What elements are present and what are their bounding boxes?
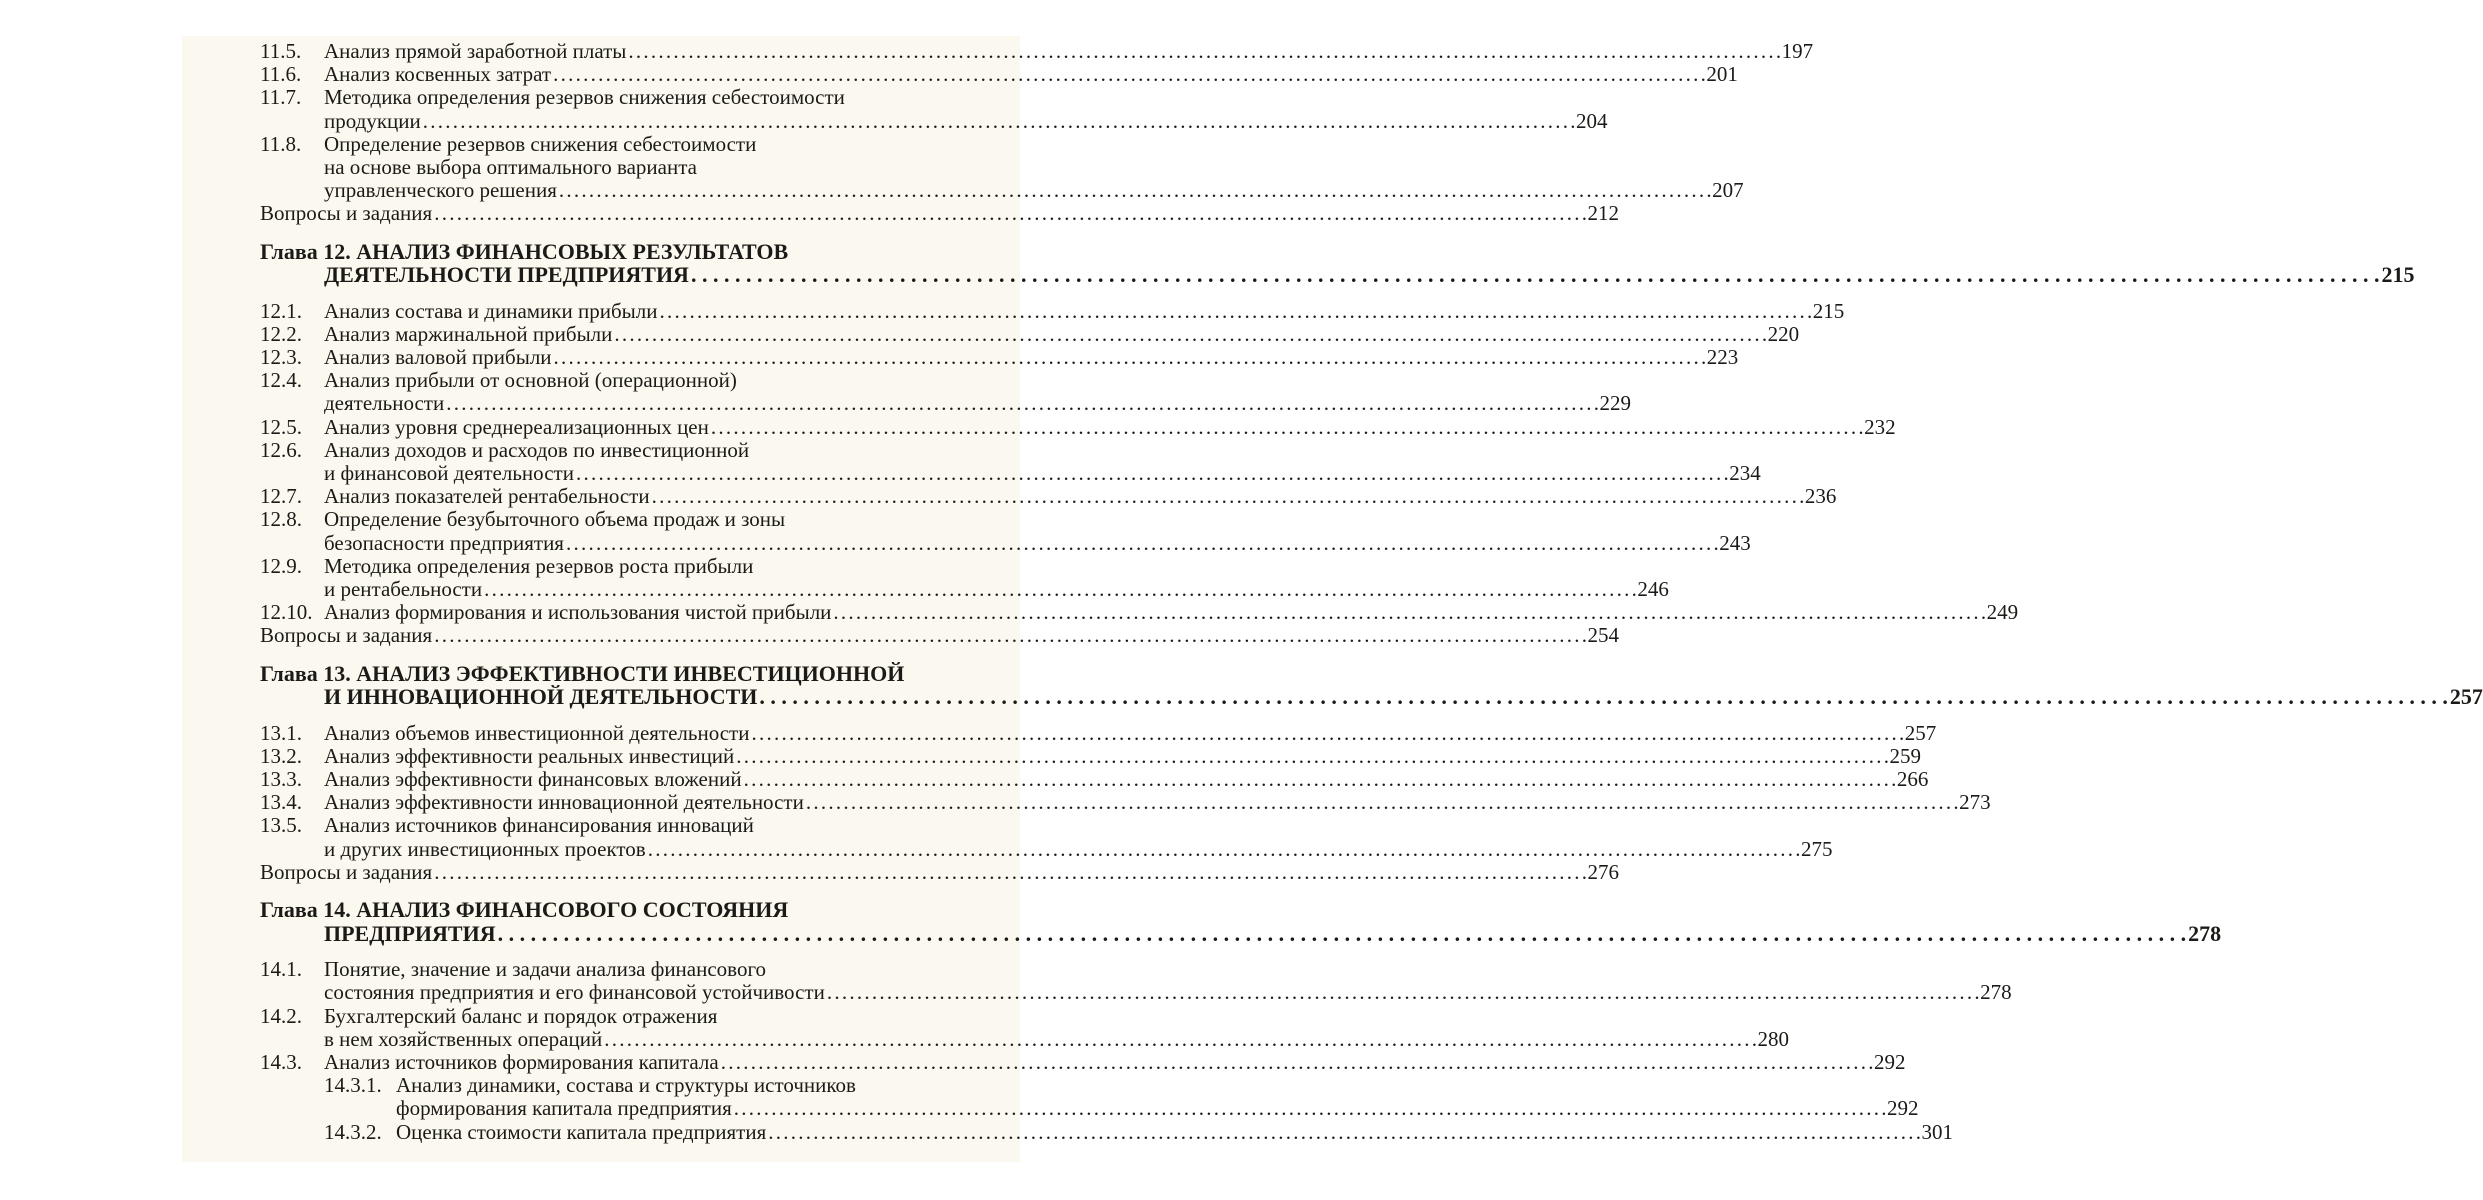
entry-body <box>324 414 1896 439</box>
toc-entry <box>260 414 1896 439</box>
entry-body <box>324 1003 1789 1051</box>
section-number: 13.4. <box>260 790 302 815</box>
entry-body <box>324 553 1669 602</box>
toc-entry <box>260 767 1929 792</box>
page-number: 249 <box>1986 600 2019 625</box>
page-number: 257 <box>2449 684 2483 710</box>
section-title: Анализ эффективности инновационной деятельности <box>324 790 804 815</box>
section-number: 12.2. <box>260 321 302 346</box>
section-number: 12.6. <box>260 437 302 462</box>
section-number: 12.10. <box>260 600 313 625</box>
toc-entry <box>260 368 1631 416</box>
section-title: Анализ маржинальной прибыли <box>324 321 613 346</box>
section-title: Анализ косвенных затрат <box>324 62 552 87</box>
section-title-line: Анализ доходов и расходов по инвестиционной <box>324 437 750 462</box>
leader-dots <box>711 416 1862 439</box>
page-number: 292 <box>1886 1096 1919 1121</box>
section-number: 12.4. <box>260 368 302 393</box>
leader-dots <box>423 110 1574 133</box>
section-title-line: Анализ прибыли от основной (операционной) <box>324 368 737 393</box>
entry-body <box>324 1049 1906 1074</box>
book-page <box>182 36 2483 1162</box>
leader-dots <box>498 922 2187 946</box>
section-number: 14.2. <box>260 1003 302 1028</box>
section-number: 14.3.1. <box>324 1073 382 1098</box>
toc-entry <box>260 1073 1919 1121</box>
entry-body <box>324 345 1739 370</box>
entry-body <box>324 957 2012 1005</box>
chapter-12-heading <box>260 238 2415 288</box>
leader-dots <box>559 179 1710 202</box>
chapter-prefix: Глава 14. <box>260 897 351 923</box>
leader-dots <box>614 323 1765 346</box>
section-title: и финансовой деятельности <box>324 461 574 486</box>
page-number: 259 <box>1889 743 1922 768</box>
page-number: 280 <box>1757 1026 1789 1051</box>
page-number: 273 <box>1959 790 1991 815</box>
section-title: и других инвестиционных проектов <box>324 836 646 861</box>
chapter-prefix: Глава 12. <box>260 238 351 264</box>
chapter-title-line2: ДЕЯТЕЛЬНОСТИ ПРЕДПРИЯТИЯ <box>324 262 689 288</box>
toc-group-chapter-13 <box>260 720 1991 861</box>
section-number: 11.8. <box>260 131 302 156</box>
toc-group-subsections-14-3 <box>260 1073 1953 1144</box>
section-title-line: Анализ источников финансирования инноваций <box>324 813 754 838</box>
page-number: 215 <box>1812 298 1845 323</box>
page-number: 234 <box>1729 461 1761 486</box>
toc-group-chapter-14 <box>260 957 2012 1074</box>
section-title: Анализ источников формирования капитала <box>324 1049 719 1074</box>
section-number: 12.1. <box>260 298 302 323</box>
section-number: 13.3. <box>260 767 302 792</box>
entry-body <box>324 368 1631 416</box>
toc-entry <box>260 85 1608 133</box>
entry-body <box>324 298 1845 323</box>
section-number: 13.5. <box>260 813 302 838</box>
entry-body <box>324 600 2019 625</box>
chapter-title-line2: И ИННОВАЦИОННОЙ ДЕЯТЕЛЬНОСТИ <box>324 684 758 710</box>
leader-dots <box>446 392 1597 415</box>
section-number: 14.3. <box>260 1049 302 1074</box>
section-number: 14.3.2. <box>324 1119 382 1144</box>
questions-entry <box>260 859 1619 884</box>
leader-dots <box>691 263 2380 287</box>
section-title: безопасности предприятия <box>324 530 564 555</box>
leader-dots <box>648 838 1799 861</box>
toc-entry <box>260 62 1738 87</box>
toc-entry <box>260 720 1937 745</box>
toc-entry <box>260 1003 1789 1051</box>
section-title: Анализ уровня среднереализационных цен <box>324 414 709 439</box>
section-title: Анализ валовой прибыли <box>324 345 552 370</box>
page-number: 212 <box>1587 201 1619 226</box>
questions-label: Вопросы и задания <box>260 201 433 226</box>
page-number: 243 <box>1719 530 1751 555</box>
toc-group-chapter-12 <box>260 298 2019 625</box>
entry-body <box>324 437 1761 486</box>
section-title: Анализ эффективности финансовых вложений <box>324 767 742 792</box>
section-title: и рентабельности <box>324 577 483 602</box>
leader-dots <box>604 1028 1755 1051</box>
toc-entry <box>260 553 1669 602</box>
leader-dots <box>628 40 1779 63</box>
section-title: продукции <box>324 108 421 133</box>
toc-entry <box>260 507 1751 555</box>
entry-body <box>324 790 1991 815</box>
toc-entry <box>260 790 1991 815</box>
leader-dots <box>833 601 1984 624</box>
leader-dots <box>434 624 1585 647</box>
leader-dots <box>734 1097 1885 1120</box>
toc-entry <box>260 345 1739 370</box>
entry-body <box>324 720 1937 745</box>
entry-body <box>324 85 1608 133</box>
page-number: 246 <box>1637 577 1669 602</box>
leader-dots <box>721 1051 1872 1074</box>
section-title: Анализ показателей рентабельности <box>324 484 650 509</box>
section-title-line: Анализ динамики, состава и структуры источников <box>396 1073 856 1098</box>
chapter-title-line1: АНАЛИЗ ФИНАНСОВЫХ РЕЗУЛЬТАТОВ <box>356 238 789 264</box>
entry-body <box>324 507 1751 555</box>
page-number: 207 <box>1712 178 1744 203</box>
section-number: 13.1. <box>260 720 302 745</box>
toc-entry <box>260 813 1833 861</box>
section-title: управленческого решения <box>324 178 557 203</box>
section-title-line: Бухгалтерский баланс и порядок отражения <box>324 1003 718 1028</box>
section-title: формирования капитала предприятия <box>396 1096 732 1121</box>
page-number: 229 <box>1599 391 1631 416</box>
entry-body <box>324 767 1929 792</box>
section-number: 12.9. <box>260 553 302 578</box>
section-number: 12.5. <box>260 414 302 439</box>
section-title: Анализ состава и динамики прибыли <box>324 298 658 323</box>
page-number: 232 <box>1864 414 1896 439</box>
page-number: 236 <box>1804 484 1837 509</box>
leader-dots <box>652 485 1803 508</box>
section-title: Оценка стоимости капитала предприятия <box>396 1119 767 1144</box>
entry-body <box>396 1073 1919 1121</box>
page-number: 275 <box>1800 836 1833 861</box>
entry-body <box>324 321 1800 346</box>
section-title: деятельности <box>324 391 445 416</box>
section-number: 12.7. <box>260 484 302 509</box>
leader-dots <box>759 685 2448 709</box>
section-title: состояния предприятия и его финансовой устойчивости <box>324 980 825 1005</box>
toc-entry <box>260 600 2019 625</box>
entry-body <box>324 62 1738 87</box>
page-number: 201 <box>1706 62 1738 87</box>
page-number: 197 <box>1781 39 1814 63</box>
leader-dots <box>736 745 1887 768</box>
leader-dots <box>806 791 1957 814</box>
questions-label: Вопросы и задания <box>260 623 433 648</box>
section-title: Анализ формирования и использования чистой прибыли <box>324 600 832 625</box>
leader-dots <box>827 981 1978 1004</box>
page-number: 215 <box>2381 262 2415 288</box>
section-title-line: Определение резервов снижения себестоимости <box>324 131 757 156</box>
entry-body <box>396 1119 1953 1144</box>
section-title-line: на основе выбора оптимального варианта <box>324 155 697 180</box>
page-number: 278 <box>2188 920 2222 946</box>
leader-dots <box>768 1121 1919 1144</box>
section-number: 12.3. <box>260 345 302 370</box>
page-number: 220 <box>1767 321 1800 346</box>
entry-body <box>324 813 1833 861</box>
page-number: 254 <box>1587 623 1619 648</box>
section-title: Анализ эффективности реальных инвестиций <box>324 743 735 768</box>
toc-entry <box>260 39 1814 63</box>
toc-entry <box>260 1049 1906 1074</box>
section-title-line: Методика определения резервов роста прибыли <box>324 553 754 578</box>
toc-group-chapter-11 <box>260 39 1814 203</box>
page-number: 266 <box>1896 767 1929 792</box>
toc-entry <box>260 298 1845 323</box>
toc-entry <box>260 957 2012 1005</box>
questions-entry <box>260 623 1619 648</box>
page-number: 204 <box>1576 108 1608 133</box>
section-title-line: Определение безубыточного объема продаж и зоны <box>324 507 786 532</box>
section-title: Анализ прямой заработной платы <box>324 39 627 63</box>
page-number: 257 <box>1904 720 1937 745</box>
leader-dots <box>576 462 1727 485</box>
questions-entry <box>260 201 1619 226</box>
entry-body <box>324 39 1814 63</box>
page-number: 292 <box>1873 1049 1906 1074</box>
chapter-title-line1: АНАЛИЗ ЭФФЕКТИВНОСТИ ИНВЕСТИЦИОННОЙ <box>356 660 905 686</box>
section-title: в нем хозяйственных операций <box>324 1026 603 1051</box>
chapter-13-heading <box>260 660 2483 710</box>
leader-dots <box>434 861 1585 884</box>
questions-label: Вопросы и задания <box>260 859 433 884</box>
leader-dots <box>744 768 1895 791</box>
section-number: 12.8. <box>260 507 302 532</box>
page-number: 276 <box>1587 859 1619 884</box>
leader-dots <box>554 346 1705 369</box>
section-title-line: Понятие, значение и задачи анализа финансового <box>324 957 767 982</box>
chapter-prefix: Глава 13. <box>260 660 351 686</box>
leader-dots <box>434 202 1585 225</box>
chapter-title-line1: АНАЛИЗ ФИНАНСОВОГО СОСТОЯНИЯ <box>356 897 789 923</box>
entry-body <box>324 743 1922 768</box>
section-title-line: Методика определения резервов снижения себестоимости <box>324 85 845 110</box>
leader-dots <box>566 532 1717 555</box>
table-of-contents <box>260 39 2483 1144</box>
leader-dots <box>659 300 1810 323</box>
section-number: 11.7. <box>260 85 302 110</box>
leader-dots <box>751 722 1902 745</box>
leader-dots <box>484 578 1635 601</box>
entry-body <box>324 484 1837 509</box>
page-number: 278 <box>1980 980 2012 1005</box>
section-number: 14.1. <box>260 957 302 982</box>
chapter-title-line2: ПРЕДПРИЯТИЯ <box>324 920 496 946</box>
leader-dots <box>553 63 1704 86</box>
toc-entry <box>260 321 1800 346</box>
section-number: 13.2. <box>260 743 302 768</box>
toc-entry <box>260 484 1837 509</box>
page-number: 223 <box>1706 345 1739 370</box>
page-number: 301 <box>1921 1119 1953 1144</box>
chapter-14-heading <box>260 897 2222 946</box>
toc-entry <box>260 1119 1953 1144</box>
toc-entry <box>260 437 1761 486</box>
toc-entry <box>260 743 1922 768</box>
toc-entry <box>260 131 1744 203</box>
section-title: Анализ объемов инвестиционной деятельности <box>324 720 750 745</box>
section-number: 11.5. <box>260 39 302 63</box>
entry-body <box>324 131 1744 203</box>
section-number: 11.6. <box>260 62 302 87</box>
